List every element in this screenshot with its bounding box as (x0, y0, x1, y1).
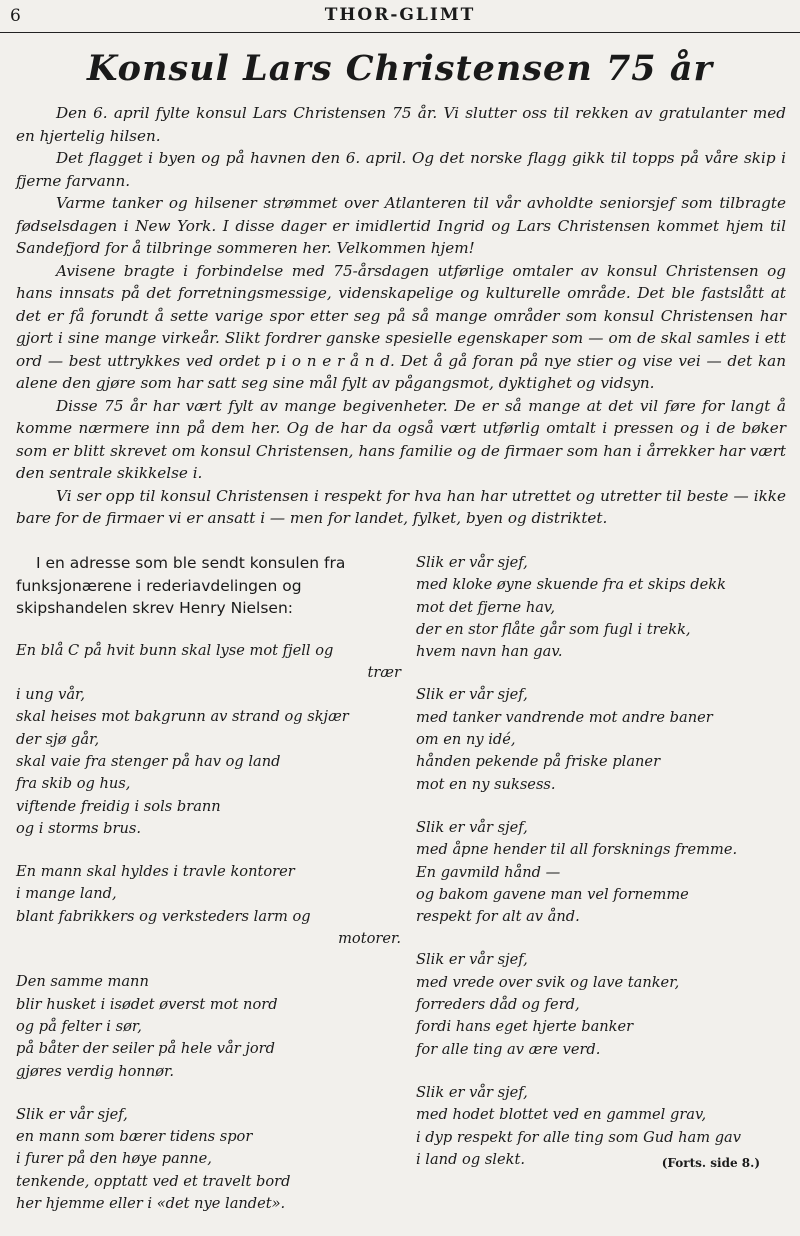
poem-line: med hodet blottet ved en gammel grav, (416, 1106, 707, 1124)
poem-line: fra skib og hus, (16, 775, 131, 793)
poem-line: med kloke øyne skuende fra et skips dekk (416, 576, 726, 594)
poem-line: der en stor flåte går som fugl i trekk, (416, 620, 691, 638)
poem-stanza (16, 640, 401, 841)
intro-paragraph: Vi ser opp til konsul Christensen i respekt for hva han har utrettet og utretter til beste — ikke bare for de firmaer vi er ansatt i — men for landet, fylket, byen og distriktet. (16, 486, 786, 527)
poem-line: i furer på den høye panne, (16, 1150, 212, 1168)
running-head (0, 0, 800, 33)
poem-line: om en ny idé, (416, 731, 516, 749)
poem-intro: I en adresse som ble sendt konsulen fra funksjonærene i rederiavdelingen og skipshandelen skrev Henry Nielsen: (16, 554, 346, 617)
poem-line: hånden pekende på friske planer (416, 753, 661, 771)
poem-line: tenkende, opptatt ved et travelt bord (16, 1172, 291, 1190)
poem-stanza (16, 861, 401, 950)
right-column (416, 552, 796, 1192)
poem-line: og på felter i sør, (16, 1017, 142, 1035)
poem-line: respekt for alt av ånd. (416, 908, 580, 926)
poem-line: mot en ny suksess. (416, 775, 556, 793)
poem-line: mot det fjerne hav, (416, 598, 556, 616)
poem-line: forreders dåd og ferd, (416, 996, 580, 1014)
poem-line: og bakom gavene man vel fornemme (416, 885, 689, 903)
poem-line: Den samme mann (16, 973, 149, 991)
poem-line: for alle ting av ære verd. (416, 1040, 601, 1058)
poem-line: i mange land, (16, 885, 117, 903)
poem-line: på båter der seiler på hele vår jord (16, 1040, 275, 1058)
poem-line: i dyp respekt for alle ting som Gud ham gav (416, 1128, 741, 1146)
poem-line: Slik er vår sjef, (416, 686, 528, 704)
poem-line: gjøres verdig honnør. (16, 1062, 175, 1080)
poem-line: skal vaie fra stenger på hav og land (16, 752, 281, 770)
article-title: Konsul Lars Christensen 75 år (87, 48, 713, 89)
intro-paragraph: Den 6. april fylte konsul Lars Christensen 75 år. Vi slutter oss til rekken av gratulanter med en hjertelig hilsen. (16, 104, 786, 145)
poem-line: skal heises mot bakgrunn av strand og skjær (16, 708, 349, 726)
poem-line: en mann som bærer tidens spor (16, 1128, 253, 1146)
poem-stanza (416, 949, 796, 1060)
intro-paragraph: Avisene bragte i forbindelse med 75-årsdagen utførlige omtaler av konsul Christensen og hans innsats på det forretningsmessige, videnskapelige og kulturelle område. Det ble fastslått at det er få forundt å sette varige spor etter seg på så mange områder som konsul Christensen har gjort i sine mange virkeår. Slikt fordrer ganske spesielle egenskaper som — om de skal samles i ett ord — best uttrykkes ved ordet p i o n e r å n d. Det å gå foran på nye stier og vise vei — det kan alene den gjøre som har satt seg sine mål fylt av pågangsmot, dyktighet og vidsyn. (16, 261, 786, 392)
poem-line: med tanker vandrende mot andre baner (416, 708, 713, 726)
poem-line: blir husket i isødet øverst mot nord (16, 995, 278, 1013)
poem-line: med åpne hender til all forsknings fremme. (416, 841, 738, 859)
poem-line: En gavmild hånd — (416, 863, 561, 881)
poem-line: der sjø går, (16, 730, 100, 748)
poem-line: og i storms brus. (16, 819, 142, 837)
poem-line: Slik er vår sjef, (416, 818, 528, 836)
poem-line: En blå C på hvit bunn skal lyse mot fjell og (16, 641, 334, 659)
intro-paragraph: Disse 75 år har vært fylt av mange begivenheter. De er så mange at det vil føre for langt å komme nærmere inn på dem her. Og de har da også vært utførlig omtalt i pressen og i de bøker som er blitt skrevet om konsul Christensen, hans familie og de firmaer som han i årrekker har vært den sentrale skikkelse i. (16, 396, 786, 482)
poem-stanza (416, 817, 796, 928)
left-column (16, 552, 401, 1236)
poem-stanza (16, 1104, 401, 1215)
poem-line: En mann skal hyldes i travle kontorer (16, 863, 295, 881)
poem-line: Slik er vår sjef, (416, 951, 528, 969)
poem-line: her hjemme eller i «det nye landet». (16, 1195, 286, 1213)
poem-line: motorer. (338, 930, 401, 948)
poem-stanza (416, 684, 796, 795)
poem-line: viftende freidig i sols brann (16, 797, 221, 815)
journal-name: THOR-GLIMT (324, 5, 476, 25)
poem-line: Slik er vår sjef, (416, 1083, 528, 1101)
poem-line: i land og slekt. (416, 1150, 525, 1168)
poem-line: Slik er vår sjef, (416, 554, 528, 571)
poem-line: i ung vår, (16, 686, 86, 704)
intro-paragraph: Varme tanker og hilsener strømmet over Atlanteren til vår avholdte seniorsjef som tilbragte fødselsdagen i New York. I disse dager er imidlertid Ingrid og Lars Christensen kommet hjem til Sandefjord for å tilbringe sommeren her. Velkommen hjem! (16, 194, 786, 257)
continued-note: (Forts. side 8.) (661, 1156, 760, 1170)
intro-paragraph: Det flagget i byen og på havnen den 6. april. Og det norske flagg gikk til topps på våre skip i fjerne farvann. (16, 149, 786, 190)
article-intro (16, 102, 786, 530)
poem-line: Slik er vår sjef, (16, 1105, 128, 1123)
poem-stanza (416, 552, 796, 663)
poem-line: blant fabrikkers og verksteders larm og (16, 907, 311, 925)
poem-line: hvem navn han gav. (416, 643, 563, 661)
poem-line: med vrede over svik og lave tanker, (416, 973, 680, 991)
poem-stanza (16, 971, 401, 1082)
page-number: 6 (10, 6, 21, 26)
poem-line: fordi hans eget hjerte banker (416, 1018, 634, 1036)
poem-line: trær (367, 663, 401, 681)
